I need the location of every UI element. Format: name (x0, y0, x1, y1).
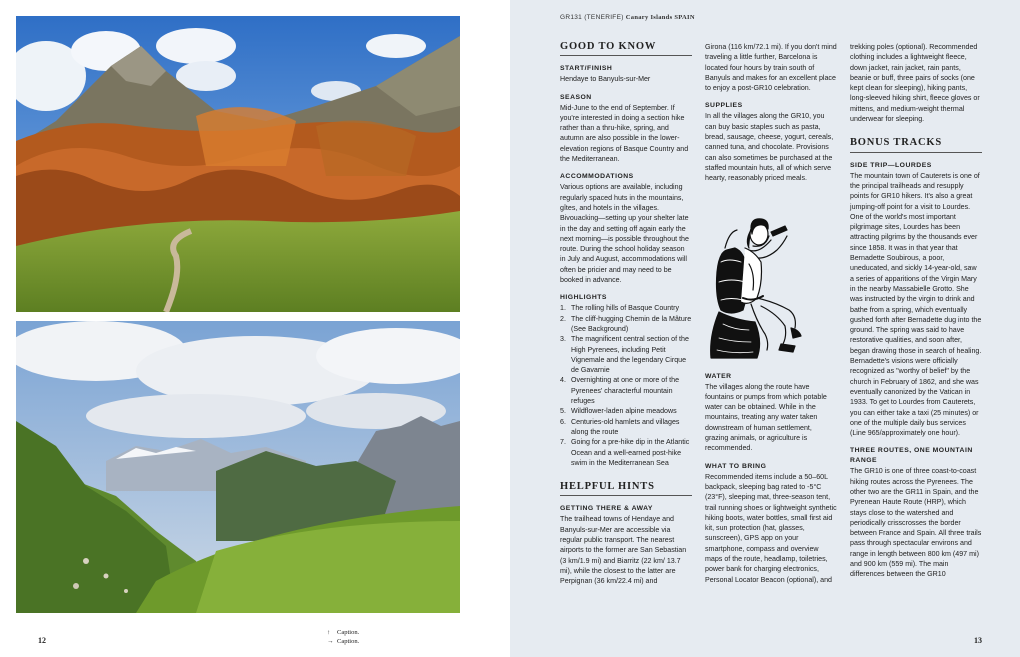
caption-top: ↑ Caption. (327, 629, 360, 636)
subheading-water: WATER (705, 372, 732, 380)
subheading-accommodations: ACCOMMODATIONS (560, 173, 634, 181)
right-page (510, 0, 1020, 657)
highlights-list (560, 303, 692, 468)
running-head-code: GR131 (TENERIFE) (560, 14, 624, 21)
getting-there-text-continued: Girona (116 km/72.1 mi). If you don't mind traveling a little further, Barcelona is located four hours by train south of Banyuls and makes for an excellent place to enjoy a post-GR10 celebration. (705, 43, 837, 93)
list-item: 2. The cliff-hugging Chemin de la Mâture (See Background) (560, 314, 692, 333)
text-column-1 (560, 42, 692, 586)
three-routes-text: The GR10 is one of three coast-to-coast hiking routes across the Pyrenees. The other two are the GR11 in Spain, and the Pyrenean Haute Route (HRP), which stays close to the watershed and periodically crisscrosses the border between France and Spain. All three trails pass through spectacular environs and range in length between 800 km (497 mi) and 900 km (559 mi). The main differences between the GR10 (850, 467, 982, 579)
subheading-highlights: HIGHLIGHTS (560, 294, 607, 302)
page-number-left: 12 (38, 636, 46, 645)
running-head (560, 14, 695, 21)
what-to-bring-text-continued: trekking poles (optional). Recommended clothing includes a lightweight fleece, down jacket, rain jacket, rain pants, beanie or buff, three pairs of socks (one kept clean for sleeping), hiking pants, long-sleeved hiking shirt, fleece gloves or mittens, and medium-weight thermal underwear for sleeping. (850, 43, 980, 124)
text-column-3 (850, 42, 982, 580)
photo-captions (327, 628, 359, 646)
pyrenees-valley-photo (16, 321, 460, 613)
arrow-right-icon: → (327, 638, 334, 645)
list-item: 1. The rolling hills of Basque Country (560, 304, 680, 313)
accommodations-text: Various options are available, including regularly spaced huts in the mountains, gîtes, and hotels in the villages. Bivouacking—setting up your shelter late in the day and setting off again early the next morning—is possible throughout the route. During the school holiday season in July and August, accommodations will often be pricier and may need to be booked in advance. (560, 183, 689, 285)
section-title-good-to-know: GOOD TO KNOW (560, 42, 692, 56)
list-item: 4. Overnighting at one or more of the Pyrenees' characterful mountain refuges (560, 376, 680, 406)
start-finish-text: Hendaye to Banyuls-sur-Mer (560, 75, 651, 84)
arrow-up-icon: ↑ (327, 629, 331, 636)
list-item: 3. The magnificent central section of the High Pyrenees, including Petit Vignemale and the legendary Cirque de Gavarnie (560, 335, 689, 375)
water-text: The villages along the route have fountains or pumps from which potable water can be obtained. While in the mountains, treating any water taken downstream of human settlement, grazing animals, or agriculture is recommended. (705, 382, 827, 453)
hiker-drinking-illustration (705, 202, 837, 360)
subheading-start-finish: START/FINISH (560, 65, 613, 73)
list-item: 6. Centuries-old hamlets and villages along the route (560, 417, 680, 436)
autumn-mountain-meadow-photo (16, 16, 460, 312)
list-item: 5. Wildflower-laden alpine meadows (560, 407, 677, 416)
season-text: Mid-June to the end of September. If you're interested in doing a section hike rather than a thru-hike, spring, and autumn are also possible in the lower-elevation regions of Basque Country and the Mediterranean. (560, 103, 689, 164)
subheading-three-routes: THREE ROUTES, ONE MOUNTAIN RANGE (850, 447, 973, 465)
subheading-side-trip: SIDE TRIP—LOURDES (850, 161, 932, 169)
side-trip-text: The mountain town of Cauterets is one of the principal trailheads and resupply points for GR10 hikers. It's also a great jumping-off point for a visit to Lourdes. One of the world's most important pilgrimage sites, Lourdes has been attracting pilgrims by the thousands ever since 1858. It was in that year that Bernadette Soubirous, a poor, uneducated, and sickly 14-year-old, saw a series of apparitions of the Virgin Mary in the nearby Massabielle Grotto. She was instructed by the virgin to drink and bathe from a spring, which eventually gushed forth after Bernadette dug into the ground. The spring was said to have restorative qualities, and soon after, began drawing those in search of healing. Bernadette's visions were officially recognized as "worthy of belief" by the church in February of 1862, and she was eventually canonized by the Vatican in 1933. To get to Lourdes from Cauterets, you can either take a taxi (25 minutes) or one of the multiple daily bus services (Line 965/approximately one hour). (850, 171, 982, 438)
what-to-bring-text: Recommended items include a 50–60L backpack, sleeping bag rated to -5°C (23°F), sleeping mat, three-season tent, trail running shoes or lightweight synthetic hiking boots, water bottles, small first aid kit, sun protection (hat, glasses, sunscreen), GPS app on your smartphone, compass and overview maps of the route, headlamp, toiletries, power bank for charging electronics, Personal Locator Beacon (optional), and (705, 472, 837, 584)
section-title-bonus-tracks: BONUS TRACKS (850, 138, 982, 152)
getting-there-text: The trailhead towns of Hendaye and Banyuls-sur-Mer are accessible via regular public transport. The nearest airports to the former are San Sebastian (3 km/1.9 mi) and Biarritz (22 km/ 13.7 mi), while the closest to the latter are Perpignan (36 km/22.4 mi) and (560, 515, 687, 586)
running-head-place: Canary Islands SPAIN (625, 14, 695, 21)
section-title-helpful-hints: HELPFUL HINTS (560, 482, 692, 496)
page-number-right: 13 (974, 636, 982, 645)
supplies-text: In all the villages along the GR10, you can buy basic staples such as pasta, bread, sausage, cheese, yogurt, cereals, canned tuna, and chocolate. Provisions can also sometimes be purchased at the staffed mountain huts, all of which serve hearty, reasonably priced meals. (705, 112, 834, 183)
text-column-2 (705, 42, 837, 585)
subheading-what-to-bring: WHAT TO BRING (705, 462, 767, 470)
subheading-season: SEASON (560, 93, 592, 101)
subheading-supplies: SUPPLIES (705, 102, 743, 110)
subheading-getting-there: GETTING THERE & AWAY (560, 505, 653, 513)
caption-right: → Caption. (327, 638, 360, 645)
list-item: 7. Going for a pre-hike dip in the Atlantic Ocean and a well-earned post-hike swim in the Mediterranean Sea (560, 438, 690, 467)
